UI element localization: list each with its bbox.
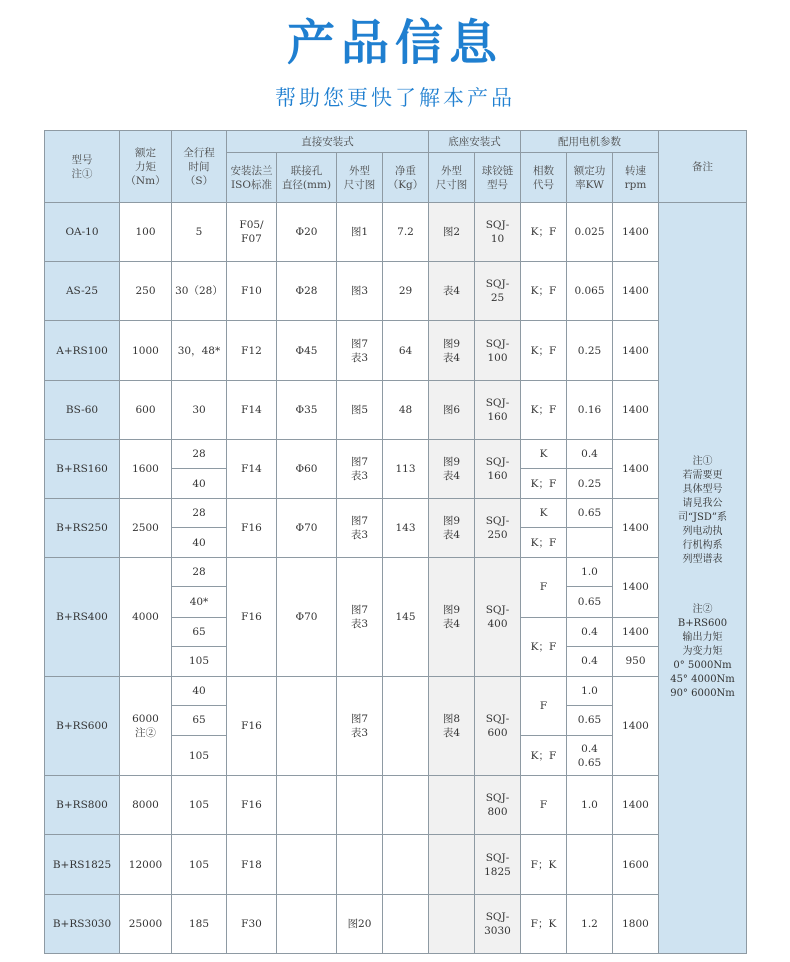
weight-cell [383,835,429,894]
hole-cell: Φ45 [277,321,337,380]
dim-cell: 图7 表3 [337,676,383,775]
power-cell: 0.65 [567,705,613,735]
model-cell: B+RS800 [45,776,120,835]
weight-cell: 113 [383,439,429,498]
phase-cell: K；F [521,469,567,499]
power-cell [567,528,613,558]
power-cell: 0.025 [567,203,613,262]
phase-cell: K；F [521,528,567,558]
speed-cell: 1400 [613,262,659,321]
joint-cell: SQJ- 250 [475,499,521,558]
stroke-cell: 28 [172,558,227,587]
torque-cell: 100 [120,203,172,262]
note2-line: 0° 5000Nm [673,660,732,671]
flange-cell: F18 [227,835,277,894]
weight-cell [383,776,429,835]
note1-line: 若需要更 [682,470,723,481]
flange-cell: F16 [227,676,277,775]
model-cell: A+RS100 [45,321,120,380]
weight-cell: 7.2 [383,203,429,262]
joint-cell: SQJ- 1825 [475,835,521,894]
stroke-cell: 28 [172,439,227,468]
base-dim-cell: 图8 表4 [429,676,475,775]
note2-line: 45° 4000Nm [670,674,735,685]
stroke-cell: 40* [172,587,227,617]
col-model: 型号 注① [45,131,120,203]
weight-cell: 143 [383,499,429,558]
flange-cell: F14 [227,380,277,439]
base-dim-cell: 图9 表4 [429,439,475,498]
weight-cell [383,676,429,775]
model-cell: B+RS600 [45,676,120,775]
flange-cell: F16 [227,776,277,835]
stroke-cell: 105 [172,776,227,835]
weight-cell: 145 [383,558,429,676]
joint-cell: SQJ- 25 [475,262,521,321]
hole-cell [277,835,337,894]
table-row [45,835,747,894]
table-row [45,499,747,528]
note2-line: 90° 6000Nm [670,688,735,699]
base-dim-cell: 表4 [429,262,475,321]
remarks-cell [659,203,747,954]
speed-cell: 1400 [613,776,659,835]
torque-cell: 8000 [120,776,172,835]
base-dim-cell: 图9 表4 [429,558,475,676]
joint-cell: SQJ- 160 [475,380,521,439]
base-dim-cell: 图9 表4 [429,499,475,558]
col-flange: 安装法兰 ISO标准 [227,153,277,203]
dim-cell: 图7 表3 [337,499,383,558]
dim-cell: 图3 [337,262,383,321]
note1-line: 司“JSD”系 [677,512,728,523]
weight-cell: 48 [383,380,429,439]
power-cell: 1.2 [567,894,613,953]
col-group-base: 底座安装式 [429,131,521,153]
speed-cell: 1400 [613,558,659,617]
col-speed: 转速 rpm [613,153,659,203]
flange-cell: F05/ F07 [227,203,277,262]
phase-cell: K；F [521,617,567,676]
stroke-cell: 65 [172,617,227,646]
power-cell: 0.4 [567,617,613,646]
torque-cell: 12000 [120,835,172,894]
col-base-dim: 外型 尺寸图 [429,153,475,203]
model-cell: OA-10 [45,203,120,262]
speed-cell: 1400 [613,676,659,775]
model-cell: B+RS1825 [45,835,120,894]
hole-cell: Φ20 [277,203,337,262]
stroke-cell: 40 [172,528,227,558]
hole-cell [277,776,337,835]
note1-title: 注① [692,456,713,467]
col-phase: 相数 代号 [521,153,567,203]
speed-cell: 1400 [613,203,659,262]
stroke-cell: 105 [172,736,227,776]
flange-cell: F30 [227,894,277,953]
note1-line: 列电动执 [682,526,723,537]
joint-cell: SQJ- 600 [475,676,521,775]
phase-cell: K [521,499,567,528]
power-cell: 0.25 [567,469,613,499]
speed-cell: 1400 [613,321,659,380]
table-row [45,439,747,468]
dim-cell: 图5 [337,380,383,439]
phase-cell: K；F [521,203,567,262]
note2-title: 注② [692,604,713,615]
phase-cell: K；F [521,321,567,380]
col-joint: 球铰链 型号 [475,153,521,203]
dim-cell: 图7 表3 [337,558,383,676]
flange-cell: F10 [227,262,277,321]
base-dim-cell [429,894,475,953]
hole-cell [277,676,337,775]
joint-cell: SQJ- 100 [475,321,521,380]
power-cell: 0.25 [567,321,613,380]
stroke-cell: 40 [172,676,227,705]
model-cell: BS-60 [45,380,120,439]
speed-cell: 1400 [613,380,659,439]
phase-cell: F；K [521,894,567,953]
phase-cell: K；F [521,262,567,321]
model-cell: AS-25 [45,262,120,321]
stroke-cell: 65 [172,705,227,735]
speed-cell: 1400 [613,617,659,646]
phase-cell: K；F [521,736,567,776]
page-title: 产品信息 [286,15,503,71]
model-cell: B+RS160 [45,439,120,498]
flange-cell: F12 [227,321,277,380]
phase-cell: F；K [521,835,567,894]
hole-cell: Φ60 [277,439,337,498]
table-row [45,262,747,321]
col-hole: 联接孔 直径(mm) [277,153,337,203]
power-cell: 0.4 [567,646,613,676]
stroke-cell: 30，48* [172,321,227,380]
torque-cell: 600 [120,380,172,439]
torque-cell: 250 [120,262,172,321]
speed-cell: 1800 [613,894,659,953]
stroke-cell: 105 [172,646,227,676]
stroke-cell: 30（28） [172,262,227,321]
speed-cell: 1600 [613,835,659,894]
speed-cell: 1400 [613,439,659,498]
power-cell: 1.0 [567,676,613,705]
table-row [45,380,747,439]
page-subtitle: 帮助您更快了解本产品 [275,86,515,110]
col-power: 额定功 率KW [567,153,613,203]
model-cell: B+RS250 [45,499,120,558]
hole-cell: Φ28 [277,262,337,321]
base-dim-cell [429,776,475,835]
stroke-cell: 185 [172,894,227,953]
note1-line: 列型谱表 [682,554,723,565]
note1-line: 行机构系 [682,540,723,551]
power-cell [567,835,613,894]
dim-cell: 图7 表3 [337,439,383,498]
power-cell: 0.16 [567,380,613,439]
col-group-direct: 直接安装式 [227,131,429,153]
note1-line: 具体型号 [682,484,723,495]
joint-cell: SQJ- 3030 [475,894,521,953]
speed-cell: 950 [613,646,659,676]
power-cell: 1.0 [567,558,613,587]
torque-cell: 25000 [120,894,172,953]
dim-cell: 图7 表3 [337,321,383,380]
col-remarks: 备注 [659,131,747,203]
hole-cell: Φ35 [277,380,337,439]
col-stroke: 全行程 时间 （S） [172,131,227,203]
note2-line: 输出力矩 [682,632,723,643]
power-cell: 1.0 [567,776,613,835]
model-cell: B+RS400 [45,558,120,676]
power-cell: 0.65 [567,587,613,617]
joint-cell: SQJ- 800 [475,776,521,835]
speed-cell: 1400 [613,499,659,558]
base-dim-cell: 图9 表4 [429,321,475,380]
col-torque: 额定 力矩 （Nm） [120,131,172,203]
phase-cell: F [521,776,567,835]
phase-cell: K；F [521,380,567,439]
model-cell: B+RS3030 [45,894,120,953]
power-cell: 0.4 0.65 [567,736,613,776]
power-cell: 0.65 [567,499,613,528]
torque-cell: 1600 [120,439,172,498]
stroke-cell: 30 [172,380,227,439]
note2-line: B+RS600 [677,618,728,629]
table-row [45,558,747,587]
table-row [45,894,747,953]
stroke-cell: 5 [172,203,227,262]
col-weight: 净重 （Kg） [383,153,429,203]
power-cell: 0.4 [567,439,613,468]
dim-cell [337,776,383,835]
flange-cell: F16 [227,558,277,676]
torque-cell: 4000 [120,558,172,676]
weight-cell: 64 [383,321,429,380]
stroke-cell: 28 [172,499,227,528]
flange-cell: F14 [227,439,277,498]
base-dim-cell: 图2 [429,203,475,262]
torque-cell: 6000 注② [120,676,172,775]
phase-cell: F [521,558,567,617]
weight-cell: 29 [383,262,429,321]
table-row [45,321,747,380]
flange-cell: F16 [227,499,277,558]
note1-line: 请見我公 [682,498,723,509]
joint-cell: SQJ- 160 [475,439,521,498]
note2-line: 为变力矩 [682,646,723,657]
weight-cell [383,894,429,953]
stroke-cell: 105 [172,835,227,894]
base-dim-cell [429,835,475,894]
dim-cell [337,835,383,894]
joint-cell: SQJ- 10 [475,203,521,262]
joint-cell: SQJ- 400 [475,558,521,676]
stroke-cell: 40 [172,469,227,499]
hole-cell: Φ70 [277,558,337,676]
table-row [45,203,747,262]
header-row [45,131,747,153]
base-dim-cell: 图6 [429,380,475,439]
dim-cell: 图20 [337,894,383,953]
col-group-motor: 配用电机参数 [521,131,659,153]
table-row [45,676,747,705]
phase-cell: K [521,439,567,468]
hole-cell: Φ70 [277,499,337,558]
table-row [45,776,747,835]
product-spec-table [44,130,747,954]
phase-cell: F [521,676,567,735]
dim-cell: 图1 [337,203,383,262]
torque-cell: 1000 [120,321,172,380]
col-dim: 外型 尺寸图 [337,153,383,203]
torque-cell: 2500 [120,499,172,558]
hole-cell [277,894,337,953]
power-cell: 0.065 [567,262,613,321]
